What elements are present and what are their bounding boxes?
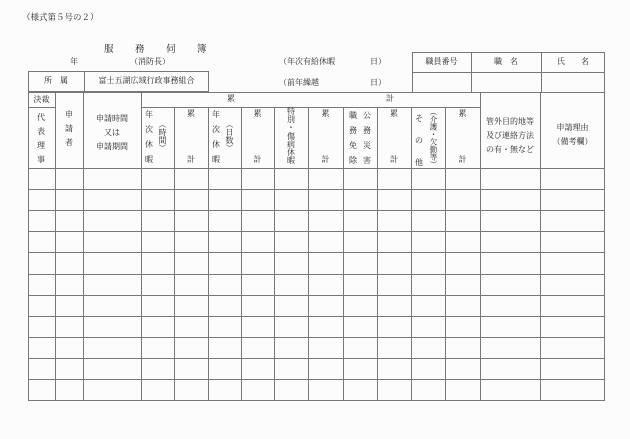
title-char: 簿 [197,44,207,55]
title-char: 務 [135,44,145,55]
duty-exempt-total-top: 累 [390,109,398,118]
approval-header: 決裁 [33,95,50,104]
annual-days-total-top: 累 [253,109,262,118]
reason-header: 申請理由 （備考欄） [552,123,593,146]
table-row[interactable] [28,316,605,317]
annual-days-header: 年 次 休 暇 [212,110,220,164]
annual-days-paren: （日数） [225,120,234,152]
table-row[interactable] [28,252,605,253]
table-row[interactable] [28,231,605,232]
annual-leave-label: （年次有給休暇 [279,57,335,66]
chief-label: （消防長） [130,57,170,66]
annual-hours-header: 年 次 休 暇 [145,110,153,164]
other-total-bottom: 計 [458,155,467,164]
special-sick-header: 特 別 ・ 傷 病 休 暇 [287,107,295,166]
affiliation-value[interactable]: 富士五湖広域行政事務組合 [98,76,195,85]
special-sick-total-top: 累 [321,109,330,118]
special-sick-total-bottom: 計 [321,155,330,164]
staff-id-field[interactable] [413,73,471,92]
annual-hours-total-bottom: 計 [187,155,195,164]
name-header: 氏 名 [557,57,589,66]
table-row[interactable] [28,358,605,359]
table-row[interactable] [28,379,605,380]
page-title [104,41,228,55]
public-injury-header: 公 務 災 害 [363,111,371,165]
job-title-header: 職 名 [494,57,518,66]
representative-header: 代 表 理 事 [37,113,45,164]
staff-id-header: 職員番号 [425,57,458,66]
year-label: 年 [70,57,78,66]
table-row[interactable] [28,189,605,190]
duty-exempt-header: 職 務 免 除 [349,111,357,165]
cumulative-header-right: 計 [386,94,394,103]
cumulative-header-left: 累 [227,94,235,103]
annual-hours-paren: （時間） [158,120,167,152]
carryover-day: 日） [370,78,386,87]
other-header: そ の 他 [415,114,423,167]
table-row[interactable] [28,274,605,275]
title-char: 伺 [166,44,176,55]
annual-leave-day: 日） [370,57,386,66]
form-number: （様式第５号の２） [22,13,99,23]
annual-days-total-bottom: 計 [253,155,262,164]
table-row[interactable] [28,295,605,296]
job-title-field[interactable] [472,73,541,92]
destination-header: 管外目的地等 及び連絡方法 の有・無など [486,117,534,154]
table-row[interactable] [28,337,605,338]
title-char: 服 [104,44,114,55]
applicant-header: 申 請 者 [65,110,73,147]
duty-exempt-total-bottom: 計 [390,155,398,164]
name-field[interactable] [542,73,605,92]
carryover-label: （前年繰越 [279,78,319,87]
period-header: 申請時間 又は 申請期間 [96,114,128,151]
other-total-top: 累 [458,109,467,118]
other-paren: （介護・欠勤等） [429,108,438,168]
annual-hours-total-top: 累 [187,109,195,118]
table-row[interactable] [28,210,605,211]
affiliation-label: 所 属 [44,76,68,85]
